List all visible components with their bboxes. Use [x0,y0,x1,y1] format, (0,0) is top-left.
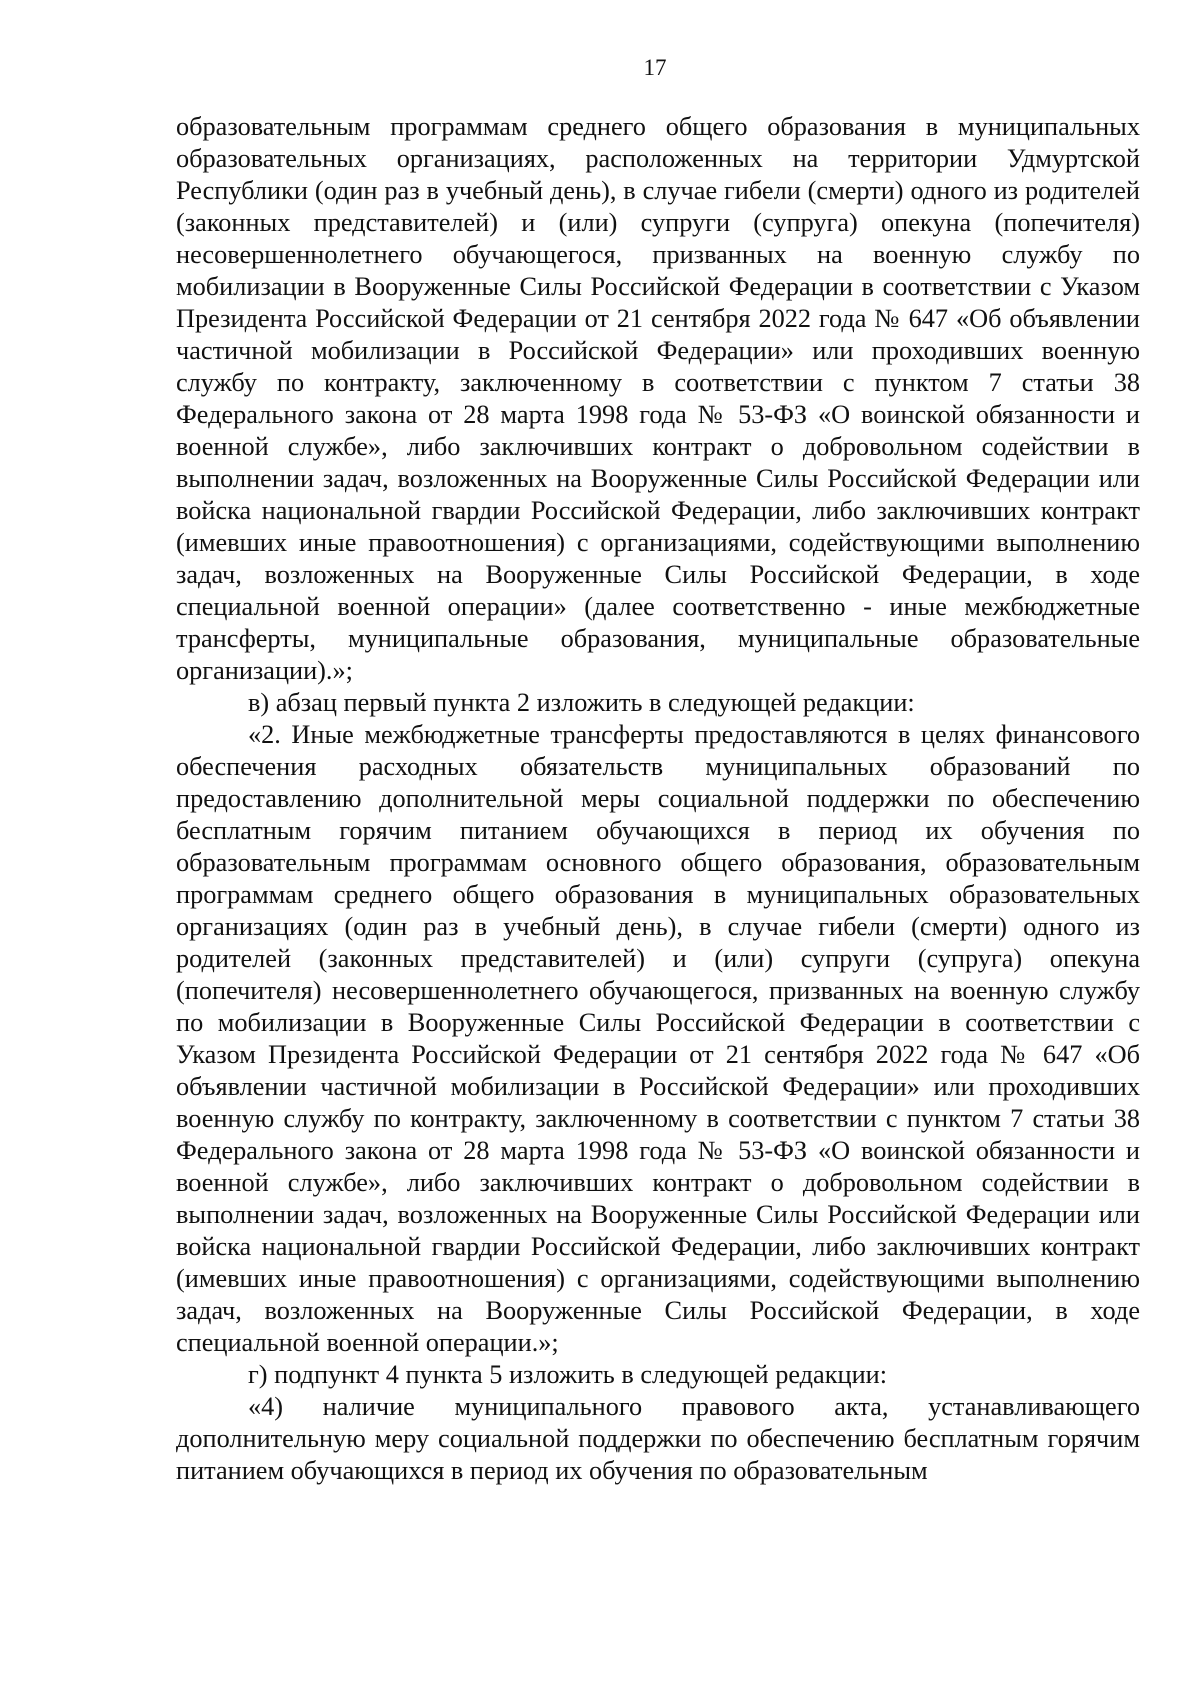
paragraph-point-2: «2. Иные межбюджетные трансферты предоставляются в целях финансового обеспечения расходных обязательств муниципальных образований по предоставлению дополнительной меры социальной поддержки по обеспечению бесплатным горячим питанием обучающихся в период их обучения по образовательным программам основного общего образования, образовательным программам среднего общего образования в муниципальных образовательных организациях (один раз в учебный день), в случае гибели (смерти) одного из родителей (законных представителей) и (или) супруги (супруга) опекуна (попечителя) несовершеннолетнего обучающегося, призванных на военную службу по мобилизации в Вооруженные Силы Российской Федерации в соответствии с Указом Президента Российской Федерации от 21 сентября 2022 года № 647 «Об объявлении частичной мобилизации в Российской Федерации» или проходивших военную службу по контракту, заключенному в соответствии с пунктом 7 статьи 38 Федерального закона от 28 марта 1998 года № 53-ФЗ «О воинской обязанности и военной службе», либо заключивших контракт о добровольном содействии в выполнении задач, возложенных на Вооруженные Силы Российской Федерации или войска национальной гвардии Российской Федерации, либо заключивших контракт (имевших иные правоотношения) с организациями, содействующими выполнению задач, возложенных на Вооруженные Силы Российской Федерации, в ходе специальной военной операции.»; [176,720,1140,1357]
document-body [176,111,1140,1487]
paragraph-amendment-g: г) подпункт 4 пункта 5 изложить в следующей редакции: [248,1360,888,1389]
page-number: 17 [643,55,667,80]
paragraph-subpoint-4: «4) наличие муниципального правового акта, устанавливающего дополнительную меру социальной поддержки по обеспечению бесплатным горячим питанием обучающихся в период их обучения по образовательным [176,1392,1140,1485]
paragraph-amendment-v: в) абзац первый пункта 2 изложить в следующей редакции: [248,688,915,717]
paragraph-continuation: образовательным программам среднего общего образования в муниципальных образовательных организациях, расположенных на территории Удмуртской Республики (один раз в учебный день), в случае гибели (смерти) одного из родителей (законных представителей) и (или) супруги (супруга) опекуна (попечителя) несовершеннолетнего обучающегося, призванных на военную службу по мобилизации в Вооруженные Силы Российской Федерации в соответствии с Указом Президента Российской Федерации от 21 сентября 2022 года № 647 «Об объявлении частичной мобилизации в Российской Федерации» или проходивших военную службу по контракту, заключенному в соответствии с пунктом 7 статьи 38 Федерального закона от 28 марта 1998 года № 53-ФЗ «О воинской обязанности и военной службе», либо заключивших контракт о добровольном содействии в выполнении задач, возложенных на Вооруженные Силы Российской Федерации или войска национальной гвардии Российской Федерации, либо заключивших контракт (имевших иные правоотношения) с организациями, содействующими выполнению задач, возложенных на Вооруженные Силы Российской Федерации, в ходе специальной военной операции» (далее соответственно - иные межбюджетные трансферты, муниципальные образования, муниципальные образовательные организации).»; [176,112,1140,685]
